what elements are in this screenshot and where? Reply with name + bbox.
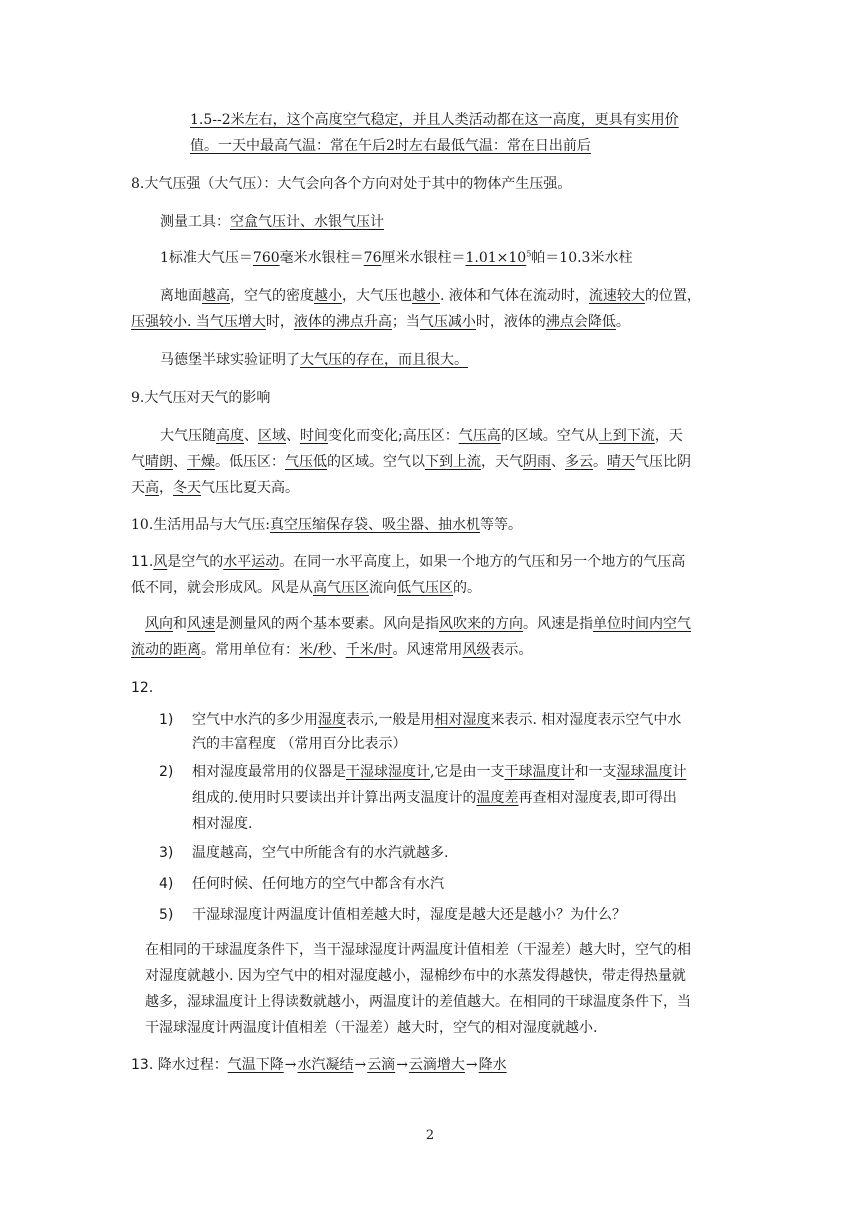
- standard-pressure: 1标准大气压＝760毫米水银柱＝76厘米水银柱$=1.01\times 10^5$帕＝10.3米水柱: [160, 249, 633, 266]
- list-item-text: 相对湿度.: [192, 816, 253, 832]
- list-item-text: 汽的丰富程度 （常用百分比表示）: [192, 736, 407, 752]
- list-item-text: 干湿球湿度计两温度计值相差越大时，湿度是越大还是越小？为什么？: [192, 907, 626, 923]
- continued-text-line: 值。一天中最高气温：常在午后2时左右最低气温：常在日出前后: [190, 138, 591, 154]
- list-number: 3): [159, 845, 174, 861]
- explanation-line: 在相同的干球温度条件下，当干湿球湿度计两温度计值相差（干湿差）越大时，空气的相: [145, 942, 691, 958]
- weather-line: 天高，冬天气压比夏天高。: [131, 480, 299, 496]
- section-11-line: 风向和风速是测量风的两个基本要素。风向是指风吹来的方向。风速是指单位时间内空气: [145, 616, 691, 632]
- list-item-text: 组成的.使用时只要读出并计算出两支温度计的温度差再查相对湿度表,即可得出: [192, 790, 677, 806]
- explanation-line: 对湿度就越小. 因为空气中的相对湿度越小，湿棉纱布中的水蒸发得越快，带走得热量就: [145, 968, 686, 984]
- list-item-text: 温度越高，空气中所能含有的水汽就越多.: [192, 845, 449, 861]
- section-11-line: 流动的距离。常用单位有：米/秒、千米/时。风速常用风级表示。: [131, 642, 533, 658]
- weather-line: 气晴朗、干燥。低压区：气压低的区域。空气以下到上流，天气阴雨、多云。晴天气压比阴: [131, 454, 691, 470]
- section-11-line: 11.风是空气的水平运动。在同一水平高度上，如果一个地方的气压和另一个地方的气压高: [131, 554, 686, 570]
- list-item-text: 空气中水汽的多少用湿度表示,一般是用相对湿度来表示. 相对湿度表示空气中水: [192, 712, 682, 728]
- section-9-title: 9.大气压对天气的影响: [131, 390, 271, 406]
- continued-text-line: 1.5--2米左右，这个高度空气稳定，并且人类活动都在这一高度，更具有实用价: [190, 112, 679, 128]
- pressure-paragraph-line: 压强较小. 当气压增大时，液体的沸点升高；当气压减小时，液体的沸点会降低。: [131, 314, 630, 330]
- section-10: 10.生活用品与大气压:真空压缩保存袋、吸尘器、抽水机等等。: [131, 517, 522, 533]
- arrow-icon: →: [354, 1057, 367, 1073]
- list-number: 2): [159, 764, 174, 780]
- arrow-icon: →: [284, 1057, 297, 1073]
- page-number: 2: [425, 1128, 435, 1143]
- step: 水汽凝结: [297, 1057, 354, 1073]
- measure-tools: [160, 212, 384, 232]
- pressure-paragraph-line: 离地面越高，空气的密度越小，大气压也越小. 液体和气体在流动时，流速较大的位置，: [160, 288, 701, 304]
- step: 云滴: [367, 1057, 396, 1073]
- list-number: 5): [159, 907, 174, 923]
- section-12-title: 12.: [131, 680, 154, 696]
- step: 降水: [478, 1057, 507, 1073]
- label: 测量工具：: [160, 214, 230, 230]
- arrow-icon: →: [465, 1057, 478, 1073]
- list-number: 4): [159, 876, 174, 892]
- section-11-line: 低不同，就会形成风。风是从高气压区流向低气压区的。: [131, 580, 481, 596]
- step: 云滴增大: [408, 1057, 465, 1073]
- section-13: 13. 降水过程：气温下降→水汽凝结→云滴→云滴增大→降水: [131, 1057, 507, 1073]
- weather-line: 大气压随高度、区域、时间变化而变化;高压区：气压高的区域。空气从上到下流，天: [160, 428, 683, 444]
- explanation-line: 越多，湿球温度计上得读数就越小，两温度计的差值越大。在相同的干球温度条件下，当: [145, 994, 691, 1010]
- list-item-text: 任何时候、任何地方的空气中都含有水汽: [192, 876, 444, 892]
- magdeburg-line: 马德堡半球实验证明了大气压的存在，而且很大。: [160, 352, 468, 368]
- arrow-icon: →: [396, 1057, 408, 1073]
- explanation-line: 干湿球湿度计两温度计值相差（干湿差）越大时，空气的相对湿度就越小.: [145, 1020, 598, 1036]
- tools-value: 空盒气压计、水银气压计: [230, 214, 384, 230]
- step: 气温下降: [227, 1057, 284, 1073]
- section-8-title: 8.大气压强（大气压）：大气会向各个方向对处于其中的物体产生压强。: [131, 176, 572, 192]
- list-number: 1): [159, 712, 174, 728]
- list-item-text: 相对湿度最常用的仪器是干湿球湿度计,它是由一支干球温度计和一支湿球温度计: [192, 764, 687, 780]
